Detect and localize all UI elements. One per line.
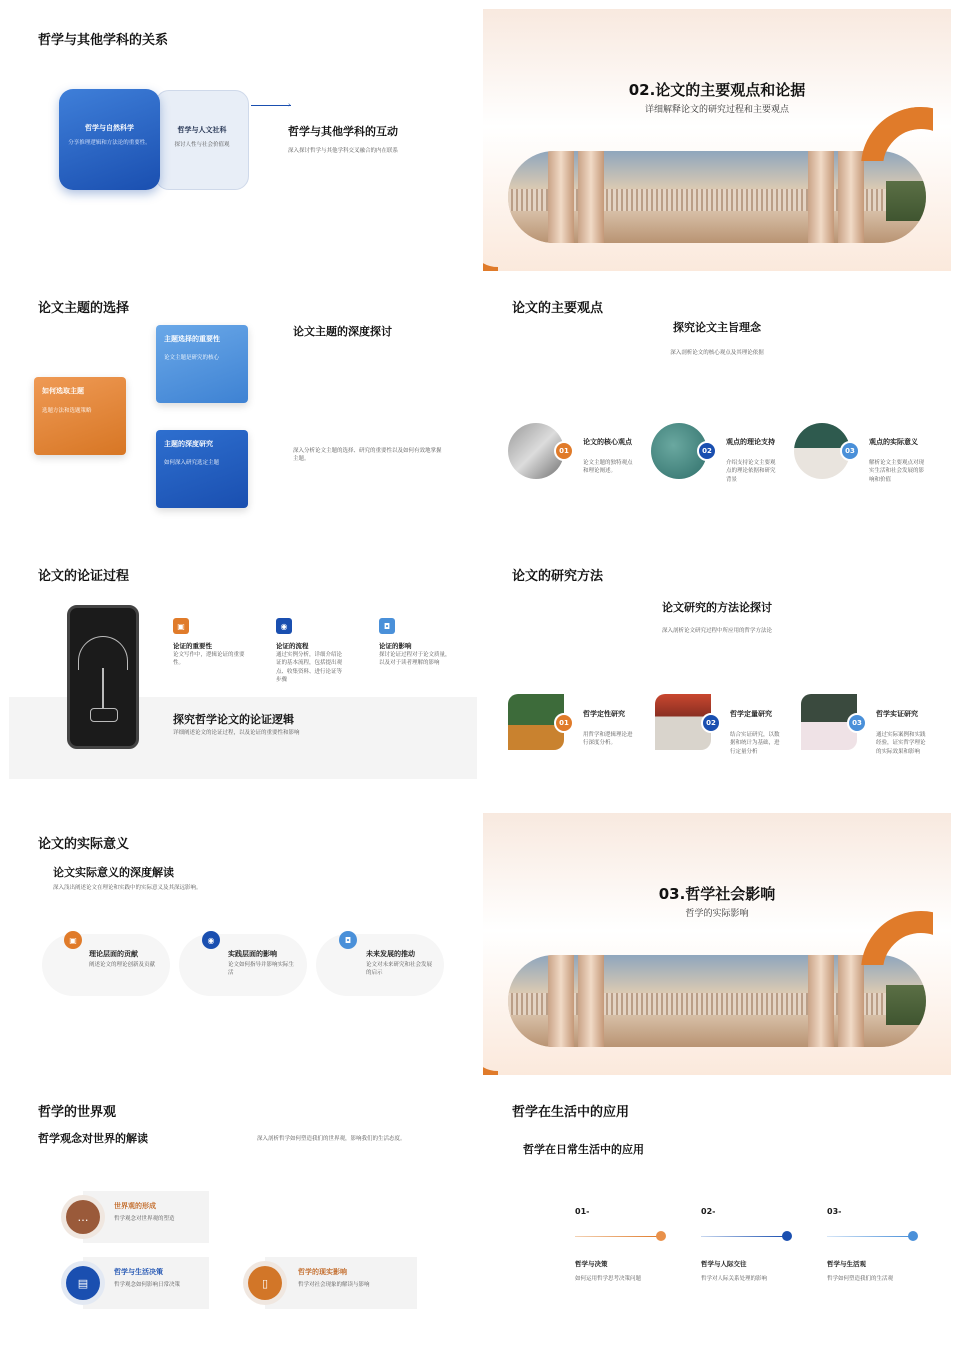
arrow-right-icon: › — [288, 101, 291, 109]
card-title: 主题选择的重要性 — [164, 335, 220, 343]
number-badge: 03 — [847, 713, 867, 733]
item-text: 结合实证研究，以数据和统计为基础，进行定量分析 — [730, 732, 780, 755]
box-icon: ◘ — [379, 618, 395, 634]
item-text: 哲学对社会现象的解读与影响 — [298, 1282, 370, 1288]
description: 深入剖析论文的核心观点及其理论依据 — [670, 350, 764, 356]
item-title: 实践层面的影响 — [228, 950, 277, 958]
item-text: 哲学如何塑造我们的生活观 — [827, 1276, 894, 1282]
item-title: 观点的实际意义 — [869, 438, 918, 446]
heading: 哲学与其他学科的互动 — [288, 125, 398, 138]
card-title: 哲学与人文社科 — [177, 126, 227, 134]
slide-title: 论文的实际意义 — [38, 837, 130, 852]
number-badge: 01 — [554, 441, 574, 461]
item-text: 通过实例分析，详细介绍论证的基本流程，包括提出观点、收集资料、进行论证等步骤 — [276, 652, 343, 683]
item-title: 哲学与决策 — [575, 1260, 608, 1268]
arrow-line — [251, 105, 291, 106]
section-subtitle: 详细解释论文的研究过程和主要观点 — [644, 105, 789, 115]
chat-icon: … — [66, 1200, 100, 1234]
timeline-line — [827, 1236, 911, 1237]
item-title: 论证的影响 — [379, 642, 412, 650]
slide-practical-meaning — [9, 813, 477, 1075]
slide-title: 哲学与其他学科的关系 — [38, 33, 169, 48]
step-number: 02- — [701, 1207, 716, 1216]
item-text: 探讨论证过程对于论文质量，以及对于读者理解的影响 — [379, 652, 451, 667]
item-title: 论文的核心观点 — [583, 438, 632, 446]
card-text: 论文主题是研究的核心 — [164, 355, 220, 361]
item-text: 如何运用哲学思考决策问题 — [575, 1276, 642, 1282]
item-title: 哲学的现实影响 — [298, 1268, 347, 1276]
heading: 论文研究的方法论探讨 — [662, 601, 772, 614]
item-text: 论文对未来研究和社会发展的启示 — [366, 962, 433, 977]
card-text: 探讨人性与社会价值观 — [174, 142, 230, 148]
number-badge: 01 — [554, 713, 574, 733]
description: 深入剖析哲学如何塑造我们的世界观，影响我们的生活态度。 — [257, 1136, 406, 1142]
card-title: 如何选取主题 — [42, 387, 84, 395]
description: 深入浅出阐述论文在理论和实践中的实际意义及其深远影响。 — [53, 885, 202, 891]
item-title: 观点的理论支持 — [726, 438, 775, 446]
document-icon: ▯ — [248, 1266, 282, 1300]
heading: 哲学在日常生活中的应用 — [523, 1143, 644, 1156]
timeline-line — [701, 1236, 785, 1237]
slide-title: 哲学的世界观 — [38, 1105, 117, 1120]
item-title: 理论层面的贡献 — [89, 950, 138, 958]
item-title: 哲学与生活决策 — [114, 1268, 163, 1276]
item-title: 哲学与生活观 — [827, 1260, 866, 1268]
slide-main-views — [483, 277, 951, 539]
slide-title: 论文的主要观点 — [512, 301, 604, 316]
description: 详细阐述论文的论证过程，以及论证的重要性和影响 — [173, 730, 300, 736]
item-text: 哲学观念如何影响日常决策 — [114, 1282, 181, 1288]
item-title: 论证的流程 — [276, 642, 309, 650]
card-blue-1 — [156, 325, 248, 403]
item-title: 论证的重要性 — [173, 642, 212, 650]
item-text: 论文写作中，逻辑论证的重要性。 — [173, 652, 245, 667]
slide-title: 论文的研究方法 — [512, 569, 604, 584]
heading: 论文主题的深度探讨 — [293, 325, 392, 338]
description: 深入探讨哲学与其他学科交叉融合的内在联系 — [288, 148, 399, 154]
item-text: 哲学对人际关系处理的影响 — [701, 1276, 768, 1282]
section-title: 03.哲学社会影响 — [658, 885, 776, 903]
heading: 探究论文主旨理念 — [673, 321, 761, 334]
card-humanities — [155, 90, 249, 190]
slide-disciplines — [9, 9, 477, 271]
item-title: 哲学定量研究 — [730, 710, 772, 718]
card-blue-2 — [156, 430, 248, 508]
step-number: 01- — [575, 1207, 590, 1216]
target-icon: ◉ — [202, 931, 220, 949]
section-title: 02.论文的主要观点和论据 — [628, 81, 806, 99]
phone-image — [67, 605, 139, 749]
box-icon: ◘ — [339, 931, 357, 949]
item-text: 介绍支持论文主要观点的理论依据和研究背景 — [726, 460, 776, 483]
card-text: 如何深入研究选定主题 — [164, 460, 220, 466]
section-subtitle: 哲学的实际影响 — [685, 909, 749, 919]
card-text: 分享推理逻辑和方法论的重要性。 — [68, 140, 151, 146]
item-title: 世界观的形成 — [114, 1202, 156, 1210]
heading: 论文实际意义的深度解读 — [53, 866, 174, 879]
slide-argument-process — [9, 545, 477, 807]
description: 深入剖析论文研究过程中所应用的哲学方法论 — [661, 628, 772, 634]
item-title: 哲学定性研究 — [583, 710, 625, 718]
heading: 哲学观念对世界的解读 — [38, 1132, 148, 1145]
slide-worldview — [9, 1081, 477, 1343]
slide-life-application — [483, 1081, 951, 1343]
slide-title: 哲学在生活中的应用 — [512, 1105, 630, 1120]
card-orange — [34, 377, 126, 455]
slide-title: 论文主题的选择 — [38, 301, 130, 316]
item-text: 阐述论文的理论创新及贡献 — [89, 962, 156, 968]
inbox-icon: ▤ — [66, 1266, 100, 1300]
timeline-dot — [908, 1231, 918, 1241]
timeline-line — [575, 1236, 659, 1237]
card-natural-science — [59, 89, 160, 190]
item-text: 用哲学和逻辑理论进行深度分析。 — [583, 732, 633, 747]
slide-research-methods — [483, 545, 951, 807]
item-text: 论文主题的独特观点和理论阐述。 — [583, 460, 633, 475]
description: 深入分析论文主题的选择、研究的重要性以及如何有效地掌握主题。 — [293, 448, 442, 463]
heading: 探究哲学论文的论证逻辑 — [173, 713, 294, 726]
timeline-dot — [782, 1231, 792, 1241]
slide-topic-selection — [9, 277, 477, 539]
timeline-dot — [656, 1231, 666, 1241]
card-title: 主题的深度研究 — [164, 440, 213, 448]
item-text: 通过实际案例和实践经验，证实哲学理论的实际效果和影响 — [876, 732, 926, 755]
number-badge: 02 — [697, 441, 717, 461]
image-icon: ▣ — [64, 931, 82, 949]
card-text: 选题方法和选题策略 — [42, 408, 92, 414]
card-title: 哲学与自然科学 — [85, 124, 134, 132]
step-number: 03- — [827, 1207, 842, 1216]
item-title: 哲学实证研究 — [876, 710, 918, 718]
target-icon: ◉ — [276, 618, 292, 634]
slide-section-03 — [483, 813, 951, 1075]
item-title: 未来发展的推动 — [366, 950, 415, 958]
image-icon: ▣ — [173, 618, 189, 634]
item-text: 论文如何指导并影响实际生活 — [228, 962, 295, 977]
number-badge: 02 — [701, 713, 721, 733]
item-title: 哲学与人际交往 — [701, 1260, 747, 1268]
slide-section-02 — [483, 9, 951, 271]
item-text: 哲学观念对世界观的塑造 — [114, 1216, 175, 1222]
colonnade-image — [508, 955, 926, 1047]
item-text: 解析论文主要观点对现实生活和社会发展的影响和价值 — [869, 460, 925, 483]
slide-title: 论文的论证过程 — [38, 569, 130, 584]
number-badge: 03 — [840, 441, 860, 461]
colonnade-image — [508, 151, 926, 243]
